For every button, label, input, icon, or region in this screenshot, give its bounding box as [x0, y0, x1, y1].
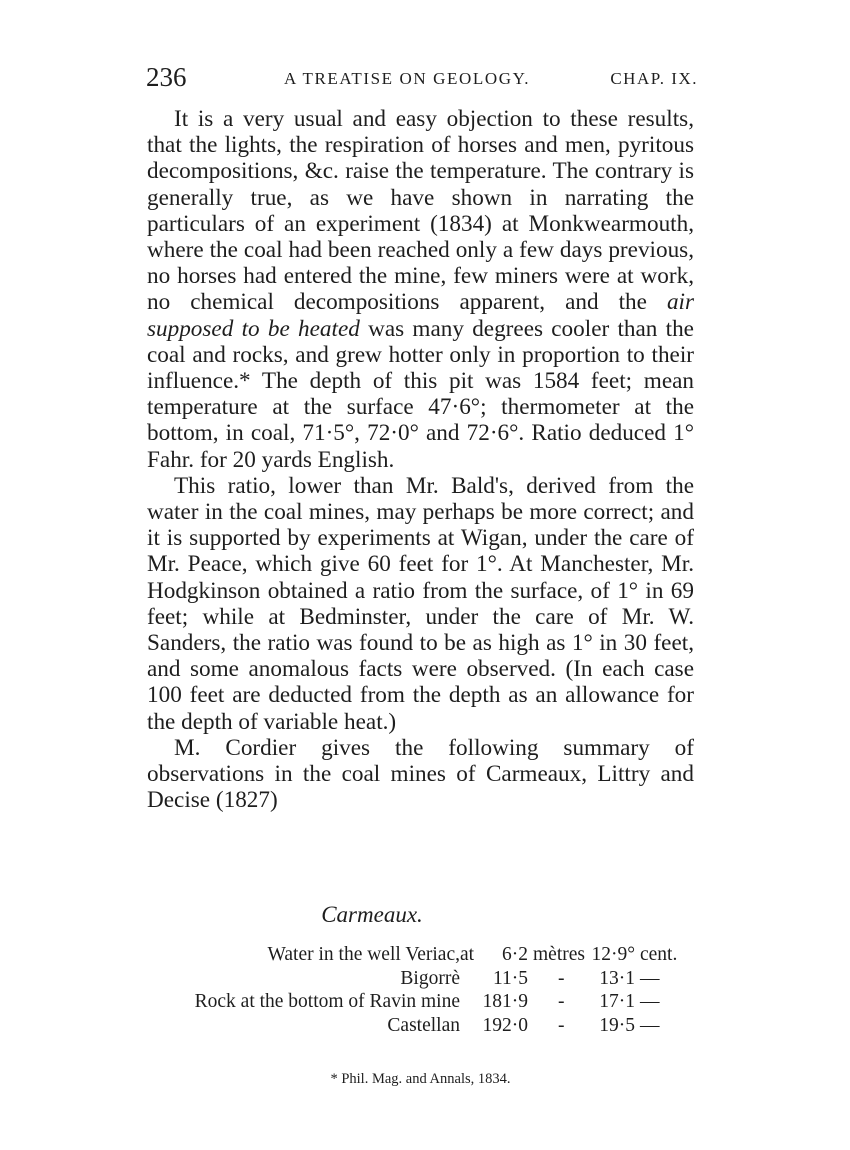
- row-label: Bigorrè: [400, 967, 460, 989]
- row-unit: mètres: [533, 944, 585, 965]
- row-ditto-dash: -: [558, 1014, 565, 1036]
- table-row: [160, 943, 700, 967]
- table-title: Carmeaux.: [321, 902, 423, 927]
- page-number: 236: [146, 62, 187, 92]
- row-ditto-dash: -: [558, 991, 565, 1013]
- paragraph-1-text-b: was many degrees cooler than the coal and rocks, and grew hotter only in proportion to their influence.* The depth of this pit was 1584 feet; mean temperature at the surface 47·6°; thermometer at the bottom, in coal, 71·5°, 72·0° and 72·6°. Ratio deduced 1° Fahr. for 20 yards English.: [147, 315, 694, 473]
- row-temperature: 17·1: [599, 991, 635, 1013]
- chapter-label: CHAP. IX.: [610, 69, 698, 88]
- row-temperature: 13·1: [599, 967, 635, 989]
- table-row: [160, 967, 700, 991]
- row-temperature-unit: —: [640, 1014, 660, 1036]
- observations-table: [160, 943, 700, 1037]
- row-temperature: 12·9°: [591, 944, 635, 965]
- row-label: Castellan: [387, 1014, 460, 1036]
- running-header: [146, 62, 698, 96]
- paragraph-cordier: M. Cordier gives the following summary of observations in the coal mines of Carmeaux, Littry and Decise (1827): [147, 734, 694, 814]
- paragraph-ratio: This ratio, lower than Mr. Bald's, derived from the water in the coal mines, may perhaps be more correct; and it is supported by experiments at Wigan, under the care of Mr. Peace, which give 60 feet for 1°. At Manchester, Mr. Hodgkinson obtained a ratio from the surface, of 1° in 69 feet; while at Bedminster, under the care of Mr. W. Sanders, the ratio was found to be as high as 1° in 30 feet, and some anomalous facts were observed. (In each case 100 feet are deducted from the depth as an allowance for the depth of variable heat.): [147, 472, 694, 735]
- running-title: A TREATISE ON GEOLOGY.: [284, 69, 531, 88]
- row-temperature-unit: —: [640, 967, 660, 989]
- row-temperature-unit: —: [640, 991, 660, 1013]
- row-depth: 11·5: [492, 967, 528, 989]
- row-at: at: [460, 944, 475, 965]
- row-ditto-dash: -: [558, 967, 565, 989]
- row-depth: 6·2: [502, 944, 528, 965]
- table-row: [160, 1014, 700, 1038]
- footnote: * Phil. Mag. and Annals, 1834.: [330, 1071, 511, 1087]
- italic-phrase: air supposed to be heated: [147, 289, 694, 342]
- body-text: [147, 106, 694, 813]
- row-label: Rock at the bottom of Ravin mine: [194, 991, 460, 1013]
- row-depth: 181·9: [482, 991, 528, 1013]
- row-temperature-unit: cent.: [640, 944, 678, 965]
- row-label: Water in the well Veriac,: [267, 944, 460, 965]
- row-temperature: 19·5: [599, 1014, 635, 1036]
- row-depth: 192·0: [482, 1014, 528, 1036]
- table-row: [160, 990, 700, 1014]
- paragraph-objection: [147, 106, 694, 473]
- paragraph-1-text-a: It is a very usual and easy objection to these results, that the lights, the respiration of horses and men, pyritous decompositions, &c. raise the temperature. The contrary is generally true, as we have shown in narrating the particulars of an experiment (1834) at Monkwearmouth, where the coal had been reached only a few days previous, no horses had entered the mine, few miners were at work, no chemical decompositions apparent, and the: [147, 106, 694, 316]
